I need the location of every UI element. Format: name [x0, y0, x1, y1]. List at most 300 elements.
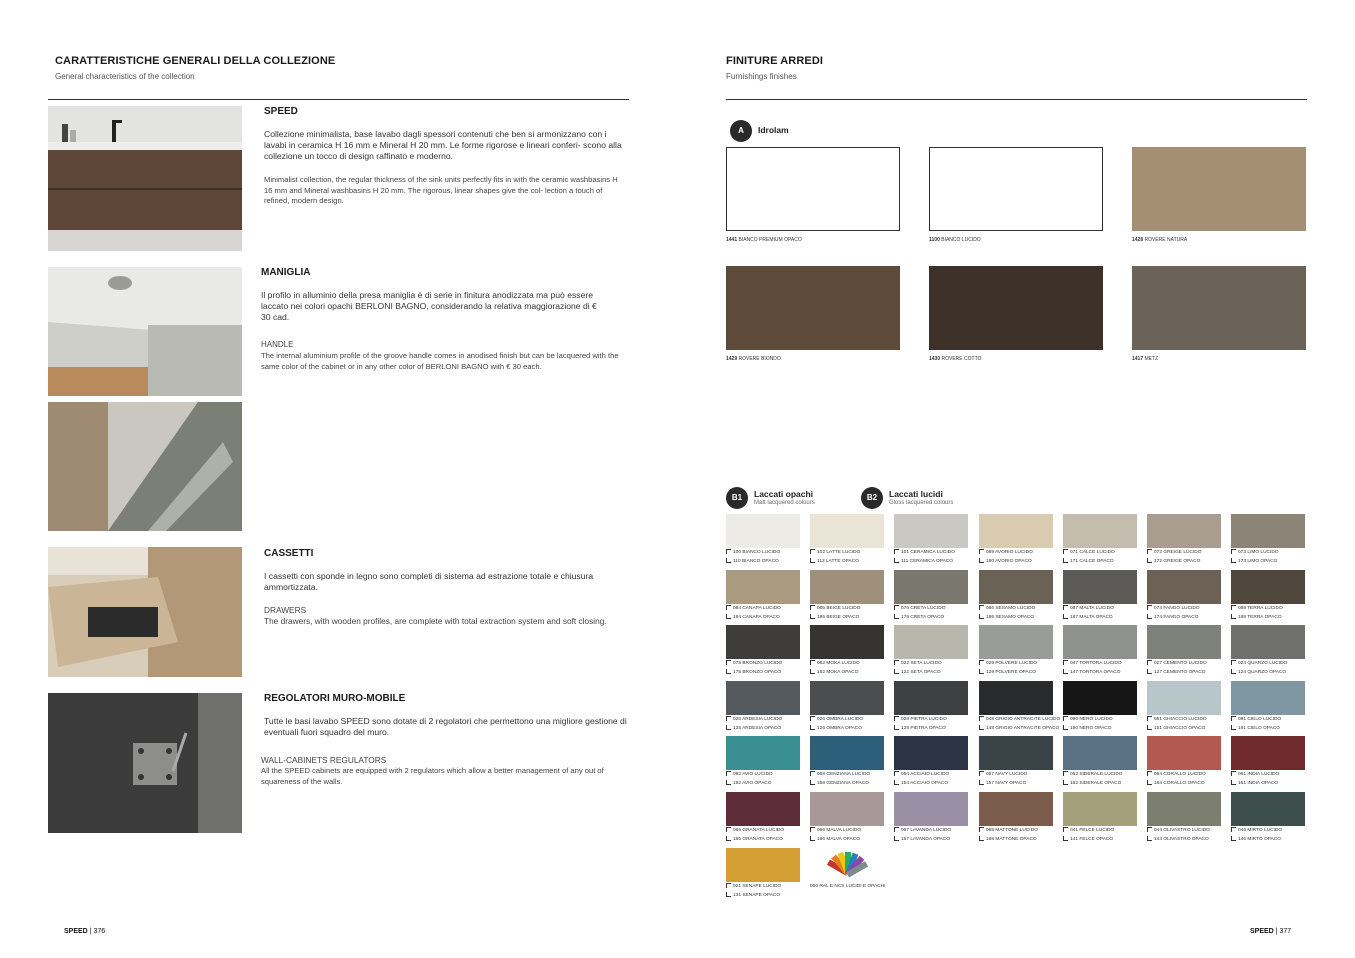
swatch-matt-line [810, 780, 890, 789]
section-text-it-cassetti: I cassetti con sponde in legno sono completi di sistema ad estrazione totale e chiusura ammortizzata. [264, 571, 594, 592]
swatch-matt-name: 191 CIELO OPACO [1238, 725, 1281, 731]
swatch-gloss-name: 048 GRIGIO ANTRACITE LUCIDO [986, 717, 1061, 722]
swatch-gloss-name: 091 CIELO LUCIDO [1238, 717, 1282, 722]
matt-arrow-icon [894, 614, 899, 619]
swatch-matt-name: 122 SETA OPACO [901, 669, 941, 675]
swatch-matt-name: 125 ARDESIA OPACO [733, 725, 782, 731]
swatch-label-32 [1063, 771, 1143, 788]
swatch-24 [979, 681, 1053, 715]
swatch-16 [894, 625, 968, 659]
swatch-matt-name: 158 GENZIANA OPACO [817, 780, 869, 786]
swatch-matt-name: 126 OMBRA OPACO [817, 725, 862, 731]
swatch-label-3 [979, 549, 1059, 566]
left-page-subtitle: General characteristics of the collection [55, 72, 195, 81]
swatch-gloss-line [1147, 827, 1227, 836]
swatch-matt-name: 161 INDIA OPACO [1238, 780, 1279, 786]
swatch-21 [726, 681, 800, 715]
swatch-matt-line [726, 669, 806, 678]
swatch-gloss-line [894, 771, 974, 780]
swatch-27 [1231, 681, 1305, 715]
swatch-gloss-name: 092 AVIO LUCIDO [733, 772, 773, 777]
swatch-gloss-line [810, 716, 890, 725]
matt-arrow-icon [810, 614, 815, 619]
swatch-matt-name: 111 CERAMICA OPACO [901, 558, 953, 564]
gloss-arrow-icon [1231, 549, 1236, 554]
matt-arrow-icon [810, 725, 815, 730]
handle-photo-detail [48, 402, 242, 531]
swatch-gloss-line [1063, 605, 1143, 614]
swatch-matt-name: 180 AVORIO OPACO [986, 558, 1032, 564]
gloss-arrow-icon [810, 549, 815, 554]
matt-arrow-icon [726, 614, 731, 619]
swatch-gloss-line [1231, 827, 1311, 836]
swatch-matt-line [1231, 836, 1311, 845]
swatch-33 [1147, 736, 1221, 770]
swatch-1 [810, 514, 884, 548]
swatch-label-37 [894, 827, 974, 844]
matt-arrow-icon [810, 780, 815, 785]
section-en-heading-cassetti: DRAWERS [264, 605, 307, 615]
swatch-11 [1063, 570, 1137, 604]
swatch-0 [726, 514, 800, 548]
section-text-it-maniglia: Il profilo in alluminio della presa maniglia è di serie in finitura anodizzata ma può essere laccato nei colori opachi BERLONI BAGNO, considerando la relativa maggiorazione di € 30 cad. [261, 290, 597, 322]
right-footer [1250, 928, 1291, 935]
swatch-matt-line [810, 669, 890, 678]
gloss-arrow-icon [979, 660, 984, 665]
swatch-23 [894, 681, 968, 715]
swatch-label-6 [1231, 549, 1311, 566]
swatch-matt-name: 152 SIDERALE OPACO [1070, 780, 1122, 786]
right-page-subtitle: Furnishings finishes [726, 72, 797, 81]
gloss-arrow-icon [726, 827, 731, 832]
swatch-matt-line [979, 669, 1059, 678]
swatch-gloss-name: 067 LAVANDA LUCIDO [901, 828, 952, 833]
group-b1-sub: Matt lacquered colours [754, 500, 815, 506]
swatch-22 [810, 681, 884, 715]
swatch-9 [894, 570, 968, 604]
badge-b2: B2 [861, 487, 883, 509]
swatch-matt-name: 129 POLVERE OPACO [986, 669, 1036, 675]
swatch-gloss-name: 022 SETA LUCIDO [901, 661, 942, 666]
swatch-gloss-name: 028 PIETRA LUCIDO [901, 717, 947, 722]
gloss-arrow-icon [979, 771, 984, 776]
swatch-31 [979, 736, 1053, 770]
swatch-matt-line [1147, 725, 1227, 734]
swatch-gloss-name: 044 OLIVASTRO LUCIDO [1154, 828, 1210, 833]
section-text-it-regolatori: Tutte le basi lavabo SPEED sono dotate di 2 regolatori che permettono una migliore gestione di eventuali fuori squadro del muro. [264, 716, 627, 737]
section-title-maniglia: MANIGLIA [261, 267, 311, 278]
swatch-gloss-name: 025 ARDESIA LUCIDO [733, 717, 783, 722]
gloss-arrow-icon [1063, 771, 1068, 776]
handle-photo-top [48, 267, 242, 396]
speed-vanity-photo [48, 106, 242, 251]
finish-label-1430 [929, 356, 981, 362]
gloss-arrow-icon [894, 827, 899, 832]
gloss-arrow-icon [894, 716, 899, 721]
badge-b1: B1 [726, 487, 748, 509]
swatch-matt-line [1063, 780, 1143, 789]
swatch-matt-name: 187 MALTA OPACO [1070, 614, 1113, 620]
swatch-gloss-name: 066 MALVA LUCIDO [817, 828, 862, 833]
gloss-arrow-icon [894, 660, 899, 665]
swatch-label-25 [1063, 716, 1143, 733]
matt-arrow-icon [1147, 780, 1152, 785]
swatch-label-10 [979, 605, 1059, 622]
swatch-label-22 [810, 716, 890, 733]
swatch-matt-name: 182 MOKA OPACO [817, 669, 859, 675]
group-b2-sub: Gloss lacquered colours [889, 500, 954, 506]
swatch-label-8 [810, 605, 890, 622]
swatch-matt-name: 167 LAVANDA OPACO [901, 836, 951, 842]
matt-arrow-icon [810, 669, 815, 674]
swatch-10 [979, 570, 1053, 604]
swatch-matt-line [1063, 614, 1143, 623]
swatch-matt-line [1231, 558, 1311, 567]
swatch-matt-line [810, 725, 890, 734]
gloss-arrow-icon [726, 605, 731, 610]
swatch-label-17 [979, 660, 1059, 677]
gloss-arrow-icon [810, 716, 815, 721]
swatch-matt-line [1147, 614, 1227, 623]
section-title-regolatori: REGOLATORI MURO-MOBILE [264, 693, 406, 704]
matt-arrow-icon [810, 836, 815, 841]
swatch-label-0 [726, 549, 806, 566]
swatch-gloss-line [1231, 605, 1311, 614]
swatch-matt-line [810, 614, 890, 623]
finish-tile-1441 [726, 147, 900, 231]
section-text-it-speed: Collezione minimalista, base lavabo dagli spessori contenuti che ben si armonizzano con i lavabi in ceramica H 16 mm e Mineral H 20 mm. Le forme rigorose e lineari conferi- scono alla collezione un tocco di design raffinato e moderno. [264, 129, 622, 161]
gloss-arrow-icon [726, 883, 731, 888]
matt-arrow-icon [1147, 558, 1152, 563]
gloss-arrow-icon [979, 716, 984, 721]
swatch-gloss-line [1147, 771, 1227, 780]
swatch-label-38 [979, 827, 1059, 844]
swatch-matt-line [726, 780, 806, 789]
swatch-gloss-line [979, 549, 1059, 558]
matt-arrow-icon [894, 558, 899, 563]
swatch-gloss-line [810, 660, 890, 669]
swatch-gloss-line [726, 716, 806, 725]
swatch-gloss-line [894, 660, 974, 669]
swatch-gloss-name: 061 INDIA LUCIDO [1238, 772, 1280, 777]
swatch-gloss-name: 102 LATTE LUCIDO [817, 550, 861, 555]
swatch-matt-name: 157 NAVY OPACO [986, 780, 1027, 786]
swatch-32 [1063, 736, 1137, 770]
gloss-arrow-icon [894, 549, 899, 554]
swatch-matt-name: 146 MIRTO OPACO [1238, 836, 1281, 842]
swatch-label-19 [1147, 660, 1227, 677]
swatch-label-29 [810, 771, 890, 788]
swatch-matt-line [726, 892, 806, 901]
badge-a: A [730, 120, 752, 142]
swatch-matt-line [1147, 669, 1227, 678]
swatch-gloss-name: 072 GREIGE LUCIDO [1154, 550, 1202, 555]
swatch-4 [1063, 514, 1137, 548]
swatch-label-11 [1063, 605, 1143, 622]
finish-tile-1417 [1132, 266, 1306, 350]
swatch-matt-name: 168 MATTONE OPACO [986, 836, 1037, 842]
swatch-18 [1063, 625, 1137, 659]
matt-arrow-icon [1231, 669, 1236, 674]
swatch-19 [1147, 625, 1221, 659]
swatch-gloss-line [810, 827, 890, 836]
swatch-gloss-line [979, 660, 1059, 669]
swatch-matt-name: 124 QUARZO OPACO [1238, 669, 1287, 675]
swatch-gloss-line [1147, 716, 1227, 725]
swatch-41 [1231, 792, 1305, 826]
swatch-matt-name: 147 TORTORA OPACO [1070, 669, 1121, 675]
swatch-matt-line [979, 558, 1059, 567]
swatch-gloss-line [1063, 716, 1143, 725]
gloss-arrow-icon [894, 605, 899, 610]
swatch-gloss-line [1147, 605, 1227, 614]
swatch-label-9 [894, 605, 974, 622]
swatch-matt-line [894, 836, 974, 845]
swatch-matt-name: 127 CEMENTO OPACO [1154, 669, 1206, 675]
finish-code: 1100 [929, 237, 940, 243]
swatch-matt-line [1231, 780, 1311, 789]
swatch-37 [894, 792, 968, 826]
swatch-matt-name: 110 BIANCO OPACO [733, 558, 779, 564]
matt-arrow-icon [810, 558, 815, 563]
matt-arrow-icon [1231, 558, 1236, 563]
swatch-gloss-line [1063, 827, 1143, 836]
gloss-arrow-icon [1063, 549, 1068, 554]
swatch-gloss-line [726, 883, 806, 892]
swatch-matt-line [1231, 614, 1311, 623]
matt-arrow-icon [894, 780, 899, 785]
gloss-arrow-icon [810, 771, 815, 776]
finish-tile-1430 [929, 266, 1103, 350]
swatch-matt-name: 164 CORALLO OPACO [1154, 780, 1205, 786]
gloss-arrow-icon [726, 716, 731, 721]
finish-name: ROVERE BIONDO [738, 356, 781, 362]
swatch-label-31 [979, 771, 1059, 788]
swatch-label-26 [1147, 716, 1227, 733]
section-en-heading-maniglia: HANDLE [261, 340, 294, 349]
finish-name: ROVERE NATURA [1144, 237, 1188, 243]
swatch-gloss-name: 068 MATTONE LUCIDO [986, 828, 1038, 833]
swatch-label-7 [726, 605, 806, 622]
swatch-matt-name: 188 TERRA OPACO [1238, 614, 1282, 620]
gloss-arrow-icon [726, 660, 731, 665]
swatch-gloss-line [1063, 549, 1143, 558]
matt-arrow-icon [979, 614, 984, 619]
swatch-gloss-line [979, 827, 1059, 836]
matt-arrow-icon [726, 669, 731, 674]
swatch-matt-name: 175 BRONZO OPACO [733, 669, 782, 675]
swatch-label-2 [894, 549, 974, 566]
swatch-gloss-name: 041 FELCE LUCIDO [1070, 828, 1115, 833]
swatch-matt-line [1147, 836, 1227, 845]
ral-ncs-swatch [810, 848, 884, 882]
swatch-gloss-name: 087 MALTA LUCIDO [1070, 606, 1114, 611]
swatch-matt-line [894, 725, 974, 734]
gloss-arrow-icon [810, 827, 815, 832]
swatch-5 [1147, 514, 1221, 548]
swatch-gloss-line [810, 549, 890, 558]
finish-tile-1429 [726, 266, 900, 350]
swatch-28 [726, 736, 800, 770]
swatch-gloss-name: 100 BIANCO LUCIDO [733, 550, 781, 555]
swatch-gloss-line [979, 771, 1059, 780]
matt-arrow-icon [979, 836, 984, 841]
swatch-gloss-name: 065 GRANATA LUCIDO [733, 828, 785, 833]
swatch-matt-line [726, 558, 806, 567]
finish-name: ROVERE COTTO [941, 356, 982, 362]
swatch-label-24 [979, 716, 1059, 733]
swatch-gloss-name: 090 NERO LUCIDO [1070, 717, 1113, 722]
swatch-matt-line [1063, 836, 1143, 845]
swatch-matt-name: 192 AVIO OPACO [733, 780, 772, 786]
swatch-gloss-line [894, 716, 974, 725]
group-b1-name: Laccati opachi [754, 489, 814, 499]
right-page-title: FINITURE ARREDI [726, 55, 824, 67]
gloss-arrow-icon [1231, 660, 1236, 665]
finish-name: METZ [1144, 356, 1159, 362]
swatch-matt-name: 186 SESAMO OPACO [986, 614, 1035, 620]
matt-arrow-icon [979, 780, 984, 785]
swatch-label-41 [1231, 827, 1311, 844]
swatch-gloss-name: 057 NAVY LUCIDO [986, 772, 1028, 777]
left-divider [48, 99, 629, 100]
swatch-20 [1231, 625, 1305, 659]
swatch-gloss-name: 047 TORTORA LUCIDO [1070, 661, 1122, 666]
matt-arrow-icon [1147, 725, 1152, 730]
swatch-gloss-name: 046 MIRTO LUCIDO [1238, 828, 1283, 833]
matt-arrow-icon [1063, 558, 1068, 563]
swatch-label-5 [1147, 549, 1227, 566]
gloss-arrow-icon [979, 827, 984, 832]
finish-name: BIANCO PREMIUM OPACO [738, 237, 802, 243]
matt-arrow-icon [1231, 725, 1236, 730]
swatch-gloss-line [810, 771, 890, 780]
swatch-label-12 [1147, 605, 1227, 622]
swatch-gloss-line [894, 549, 974, 558]
swatch-gloss-name: 054 ACCIAIO LUCIDO [901, 772, 950, 777]
matt-arrow-icon [894, 836, 899, 841]
finish-label-1429 [726, 356, 781, 362]
swatch-matt-name: 112 LATTE OPACO [817, 558, 859, 564]
gloss-arrow-icon [1063, 827, 1068, 832]
swatch-label-16 [894, 660, 974, 677]
swatch-gloss-line [1231, 716, 1311, 725]
swatch-matt-line [1063, 558, 1143, 567]
left-footer-page: | 376 [89, 928, 106, 935]
swatch-label-15 [810, 660, 890, 677]
swatch-gloss-name: 101 CERAMICA LUCIDO [901, 550, 955, 555]
swatch-gloss-line [1063, 660, 1143, 669]
matt-arrow-icon [979, 725, 984, 730]
swatch-label-40 [1147, 827, 1227, 844]
swatch-gloss-line [1147, 549, 1227, 558]
section-text-en-regolatori: All the SPEED cabinets are equipped with 2 regulators which allow a better management of any out of squareness of the walls. [261, 766, 604, 786]
swatch-gloss-name: 089 AVORIO LUCIDO [986, 550, 1033, 555]
swatch-15 [810, 625, 884, 659]
matt-arrow-icon [726, 725, 731, 730]
finish-code: 1417 [1132, 356, 1144, 362]
gloss-arrow-icon [1231, 716, 1236, 721]
swatch-label-21 [726, 716, 806, 733]
swatch-gloss-name: 086 SESAMO LUCIDO [986, 606, 1036, 611]
swatch-matt-line [1231, 725, 1311, 734]
swatch-matt-name: 184 CANAPA OPACO [733, 614, 780, 620]
matt-arrow-icon [1147, 614, 1152, 619]
swatch-gloss-line [1231, 771, 1311, 780]
gloss-arrow-icon [1147, 605, 1152, 610]
gloss-arrow-icon [1147, 827, 1152, 832]
gloss-arrow-icon [1063, 605, 1068, 610]
swatch-matt-line [1147, 558, 1227, 567]
swatch-gloss-line [726, 549, 806, 558]
finish-tile-1100 [929, 147, 1103, 231]
swatch-matt-line [979, 614, 1059, 623]
matt-arrow-icon [979, 558, 984, 563]
finish-code: 1429 [726, 356, 738, 362]
swatch-14 [726, 625, 800, 659]
swatch-8 [810, 570, 884, 604]
swatch-matt-line [894, 780, 974, 789]
swatch-25 [1063, 681, 1137, 715]
swatch-gloss-line [1231, 549, 1311, 558]
swatch-39 [1063, 792, 1137, 826]
swatch-3 [979, 514, 1053, 548]
swatch-gloss-name: 021 SENAPE LUCIDO [733, 884, 782, 889]
swatch-gloss-line [726, 771, 806, 780]
matt-arrow-icon [1063, 780, 1068, 785]
swatch-label-33 [1147, 771, 1227, 788]
section-title-cassetti: CASSETTI [264, 548, 314, 559]
swatch-matt-line [979, 836, 1059, 845]
swatch-gloss-name: 051 GHIACCIO LUCIDO [1154, 717, 1207, 722]
swatch-gloss-name: 073 LIMO LUCIDO [1238, 550, 1279, 555]
swatch-2 [894, 514, 968, 548]
swatch-gloss-name: 076 CRETA LUCIDO [901, 606, 946, 611]
matt-arrow-icon [1231, 614, 1236, 619]
swatch-matt-line [1063, 725, 1143, 734]
right-divider [726, 99, 1307, 100]
swatch-matt-line [894, 558, 974, 567]
swatch-gloss-line [1063, 771, 1143, 780]
swatch-42 [726, 848, 800, 882]
swatch-gloss-line [726, 827, 806, 836]
matt-arrow-icon [1147, 669, 1152, 674]
section-title-speed: SPEED [264, 106, 298, 117]
swatch-gloss-name: 084 CANAPA LUCIDO [733, 606, 781, 611]
swatch-gloss-line [726, 660, 806, 669]
matt-arrow-icon [894, 725, 899, 730]
finish-code: 1428 [1132, 237, 1144, 243]
matt-arrow-icon [894, 669, 899, 674]
swatch-label-27 [1231, 716, 1311, 733]
matt-arrow-icon [1063, 669, 1068, 674]
section-text-en-cassetti: The drawers, with wooden profiles, are complete with total extraction system and soft closing. [264, 616, 607, 626]
section-en-heading-regolatori: WALL-CABINETS REGULATORS [261, 755, 387, 765]
swatch-matt-name: 185 BEIGE OPACO [817, 614, 860, 620]
swatch-matt-name: 144 OLIVASTRO OPACO [1154, 836, 1209, 842]
swatch-matt-line [979, 725, 1059, 734]
gloss-arrow-icon [1147, 716, 1152, 721]
swatch-matt-name: 154 ACCIAIO OPACO [901, 780, 949, 786]
matt-arrow-icon [1147, 836, 1152, 841]
regulator-photo [48, 693, 242, 833]
swatch-12 [1147, 570, 1221, 604]
ral-ncs-label: 000 RAL E NCS LUCIDI E OPACHI [810, 884, 886, 889]
swatch-gloss-name: 082 MOKA LUCIDO [817, 661, 860, 666]
swatch-gloss-name: 071 CALCE LUCIDO [1070, 550, 1115, 555]
swatch-matt-line [726, 836, 806, 845]
swatch-matt-name: 190 NERO OPACO [1070, 725, 1112, 731]
